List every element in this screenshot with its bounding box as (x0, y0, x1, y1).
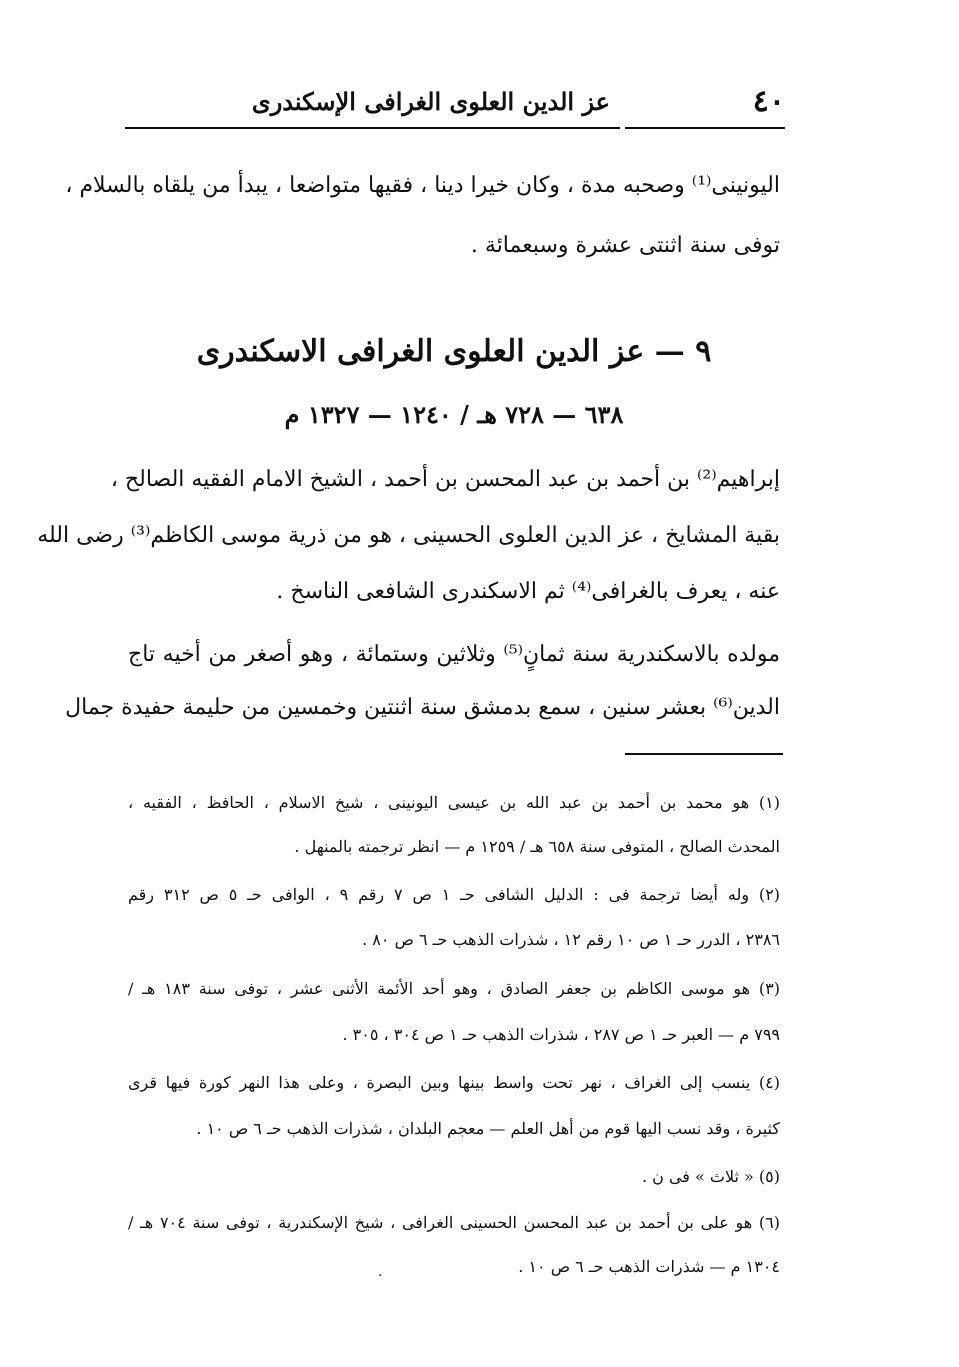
intro-line: اليونينى⁽¹⁾ وصحبه مدة ، وكان خيرا دينا ، فقيها متواضعا ، يبدأ من يلقاه بالسلام ، (65, 173, 780, 198)
footnote-line: (٥) « ثلاث » فى ن . (641, 1167, 780, 1186)
footnote-line: ٧٩٩ م — العبر حـ ١ ص ٢٨٧ ، شذرات الذهب حـ ١ ص ٣٠٤ ، ٣٠٥ . (342, 1025, 780, 1044)
page-header (125, 82, 785, 132)
body-line: الدين⁽⁶⁾ بعشر سنين ، سمع بدمشق سنة اثنتين وخمسين من حليمة حفيدة جمال (65, 695, 780, 720)
intro-line: توفى سنة اثنتى عشرة وسبعمائة . (470, 233, 780, 258)
footnote-line: ١٣٠٤ م — شذرات الذهب حـ ٦ ص ١٠ . (518, 1257, 780, 1276)
body-line: عنه ، يعرف بالغرافى⁽⁴⁾ ثم الاسكندرى الشافعى الناسخ . (276, 579, 780, 604)
footnote-rule (625, 753, 783, 755)
footnote-line: المحدث الصالح ، المتوفى سنة ٦٥٨ هـ / ١٢٥٩ م — انظر ترجمته بالمنهل . (294, 837, 780, 856)
section-dates: ٦٣٨ — ٧٢٨ هـ / ١٢٤٠ — ١٣٢٧ م (284, 400, 624, 429)
print-speck: · (378, 1268, 383, 1284)
page-number: ٤٠ (752, 84, 785, 119)
running-title: عز الدين العلوى الغرافى الإسكندرى (251, 87, 610, 116)
section-title: ٩ — عز الدين العلوى الغرافى الاسكندرى (196, 334, 712, 369)
body-line: بقية المشايخ ، عز الدين العلوى الحسينى ، هو من ذرية موسى الكاظم⁽³⁾ رضى الله (37, 523, 780, 548)
header-rule (125, 127, 620, 129)
footnote-line: (٢) وله أيضا ترجمة فى : الدليل الشافى حـ ١ ص ٧ رقم ٩ ، الوافى حـ ٥ ص ٣١٢ رقم (128, 885, 781, 904)
footnote-line: كثيرة ، وقد نسب اليها قوم من أهل العلم — معجم البلدان ، شذرات الذهب حـ ٦ ص ١٠ . (196, 1119, 780, 1138)
footnote-line: (٤) ينسب إلى الغراف ، نهر تحت واسط بينها وبين البصرة ، وعلى هذا النهر كورة فيها قرى (128, 1073, 780, 1092)
body-line: مولده بالاسكندرية سنة ثمانٍ⁽⁵⁾ وثلاثين وستمائة ، وهو أصغر من أخيه تاج (128, 642, 781, 667)
header-rule-short (625, 127, 785, 129)
footnote-line: (٦) هو على بن أحمد بن عبد المحسن الحسينى الغرافى ، شيخ الإسكندرية ، توفى سنة ٧٠٤ هـ / (128, 1213, 780, 1232)
body-line: إبراهيم⁽²⁾ بن أحمد بن عبد المحسن بن أحمد ، الشيخ الامام الفقيه الصالح ، (110, 467, 780, 492)
footnote-line: (٣) هو موسى الكاظم بن جعفر الصادق ، وهو أحد الأئمة الأثنى عشر ، توفى سنة ١٨٣ هـ / (128, 979, 781, 998)
footnote-line: ٢٣٨٦ ، الدرر حـ ١ ص ١٠ رقم ١٢ ، شذرات الذهب حـ ٦ ص ٨٠ . (362, 930, 780, 949)
footnote-line: (١) هو محمد بن أحمد بن عبد الله بن عيسى اليونينى ، شيخ الاسلام ، الحافظ ، الفقيه ، (128, 793, 781, 812)
